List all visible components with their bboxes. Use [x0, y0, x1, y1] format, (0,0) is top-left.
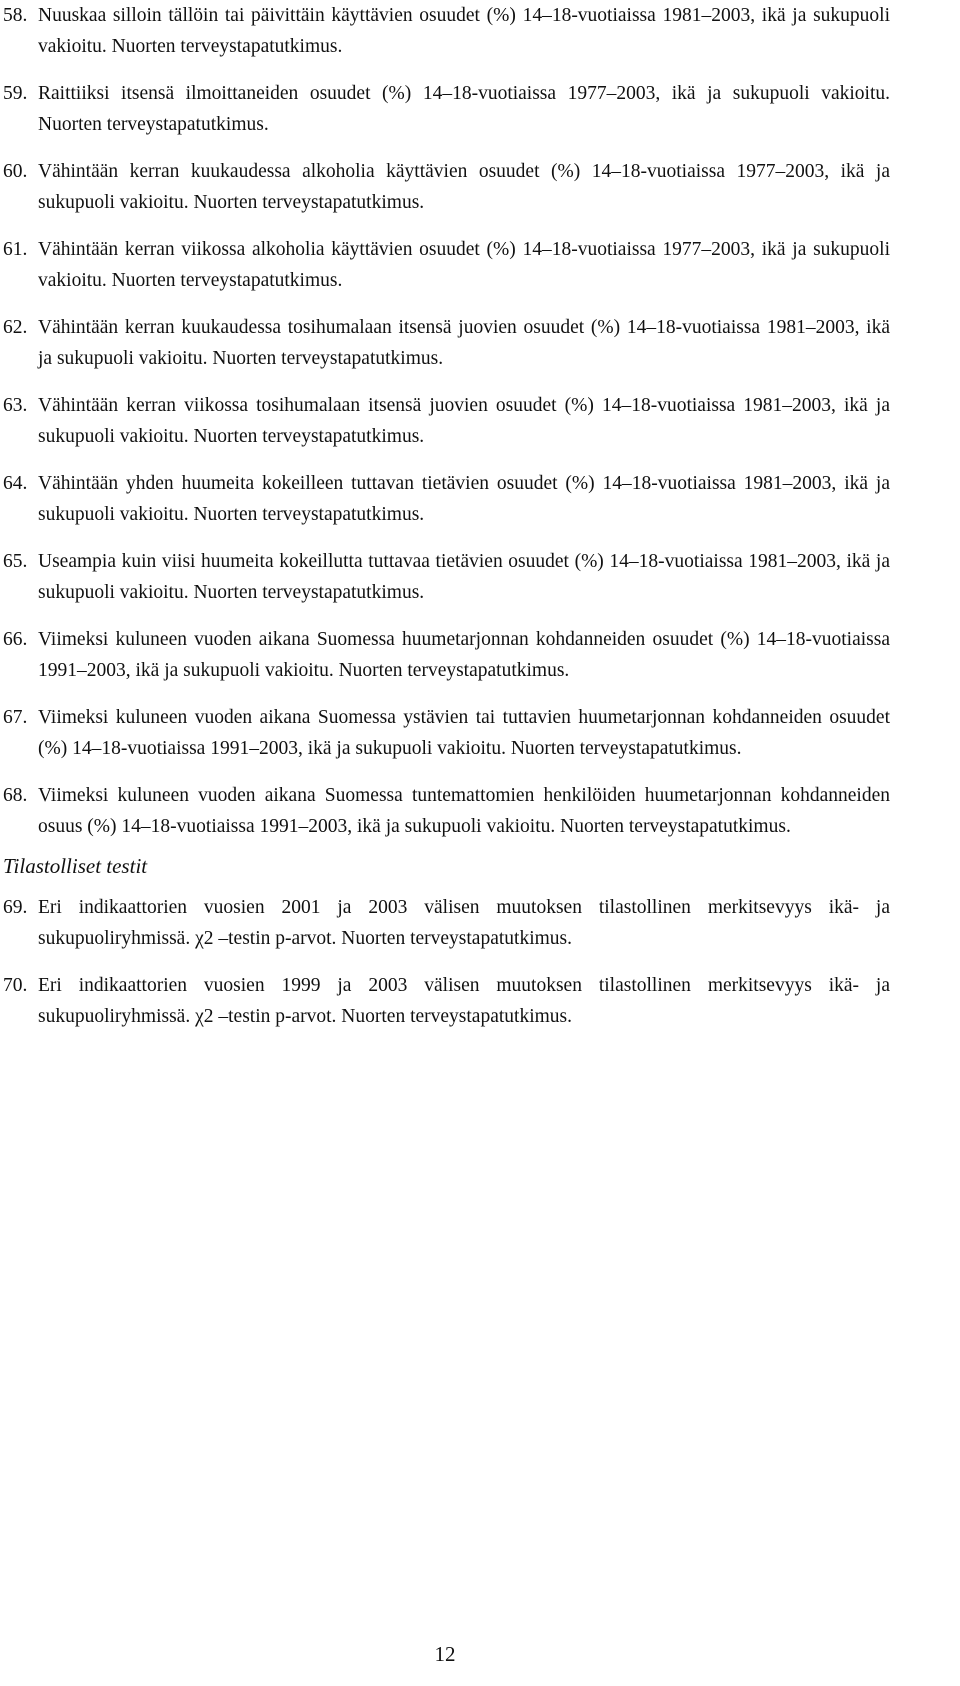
item-number: 58.: [3, 5, 28, 26]
item-number: 67.: [3, 707, 28, 728]
list-item: [0, 0, 960, 62]
item-number: 64.: [3, 473, 28, 494]
list-item: [0, 624, 960, 686]
item-text: Vähintään kerran kuukaudessa tosihumalaan itsensä juovien osuudet (%) 14–18-vuotiaissa 1981–2003, ikä ja sukupuoli vakioitu. Nuorten terveystapatutkimus.: [38, 317, 890, 369]
item-number: 59.: [3, 83, 28, 104]
list-item: [0, 892, 960, 954]
list-item: [0, 780, 960, 842]
item-number: 68.: [3, 785, 28, 806]
item-number: 63.: [3, 395, 28, 416]
list-item: [0, 546, 960, 608]
item-text: Raittiiksi itsensä ilmoittaneiden osuudet (%) 14–18-vuotiaissa 1977–2003, ikä ja sukupuoli vakioitu. Nuorten terveystapatutkimus.: [38, 83, 890, 135]
item-text: Vähintään kerran viikossa tosihumalaan itsensä juovien osuudet (%) 14–18-vuotiaissa 1981–2003, ikä ja sukupuoli vakioitu. Nuorten terveystapatutkimus.: [38, 395, 890, 447]
item-text: Viimeksi kuluneen vuoden aikana Suomessa ystävien tai tuttavien huumetarjonnan kohdanneiden osuudet (%) 14–18-vuotiaissa 1991–2003, ikä ja sukupuoli vakioitu. Nuorten terveystapatutkimus.: [38, 707, 890, 759]
list-item: [0, 234, 960, 296]
item-number: 62.: [3, 317, 28, 338]
page-number: 12: [434, 1642, 456, 1666]
item-text: Nuuskaa silloin tällöin tai päivittäin käyttävien osuudet (%) 14–18-vuotiaissa 1981–2003, ikä ja sukupuoli vakioitu. Nuorten terveystapatutkimus.: [38, 5, 890, 57]
item-text: Viimeksi kuluneen vuoden aikana Suomessa tuntemattomien henkilöiden huumetarjonnan kohdanneiden osuus (%) 14–18-vuotiaissa 1991–2003, ikä ja sukupuoli vakioitu. Nuorten terveystapatutkimus.: [38, 785, 890, 837]
list-item: [0, 468, 960, 530]
item-number: 65.: [3, 551, 28, 572]
list-item: [0, 78, 960, 140]
list-item: [0, 970, 960, 1032]
list-item: [0, 702, 960, 764]
list-item: [0, 312, 960, 374]
section-heading: Tilastolliset testit: [3, 854, 148, 878]
item-number: 60.: [3, 161, 28, 182]
item-text: Vähintään kerran kuukaudessa alkoholia käyttävien osuudet (%) 14–18-vuotiaissa 1977–2003, ikä ja sukupuoli vakioitu. Nuorten terveystapatutkimus.: [38, 161, 890, 213]
item-text: Useampia kuin viisi huumeita kokeillutta tuttavaa tietävien osuudet (%) 14–18-vuotiaissa 1981–2003, ikä ja sukupuoli vakioitu. Nuorten terveystapatutkimus.: [38, 551, 890, 603]
item-number: 70.: [3, 975, 28, 996]
item-number: 69.: [3, 897, 28, 918]
item-text: Vähintään kerran viikossa alkoholia käyttävien osuudet (%) 14–18-vuotiaissa 1977–2003, ikä ja sukupuoli vakioitu. Nuorten terveystapatutkimus.: [38, 239, 890, 291]
item-text: Viimeksi kuluneen vuoden aikana Suomessa huumetarjonnan kohdanneiden osuudet (%) 14–18-vuotiaissa 1991–2003, ikä ja sukupuoli vakioitu. Nuorten terveystapatutkimus.: [38, 629, 890, 681]
list-item: [0, 156, 960, 218]
item-text: Vähintään yhden huumeita kokeilleen tuttavan tietävien osuudet (%) 14–18-vuotiaissa 1981–2003, ikä ja sukupuoli vakioitu. Nuorten terveystapatutkimus.: [38, 473, 890, 525]
item-text: Eri indikaattorien vuosien 2001 ja 2003 välisen muutoksen tilastollinen merkitsevyys ikä- ja sukupuoliryhmissä. χ2 –testin p-arvot. Nuorten terveystapatutkimus.: [38, 897, 890, 949]
item-number: 61.: [3, 239, 28, 260]
list-item: [0, 390, 960, 452]
item-number: 66.: [3, 629, 28, 650]
item-text: Eri indikaattorien vuosien 1999 ja 2003 välisen muutoksen tilastollinen merkitsevyys ikä- ja sukupuoliryhmissä. χ2 –testin p-arvot. Nuorten terveystapatutkimus.: [38, 975, 890, 1027]
